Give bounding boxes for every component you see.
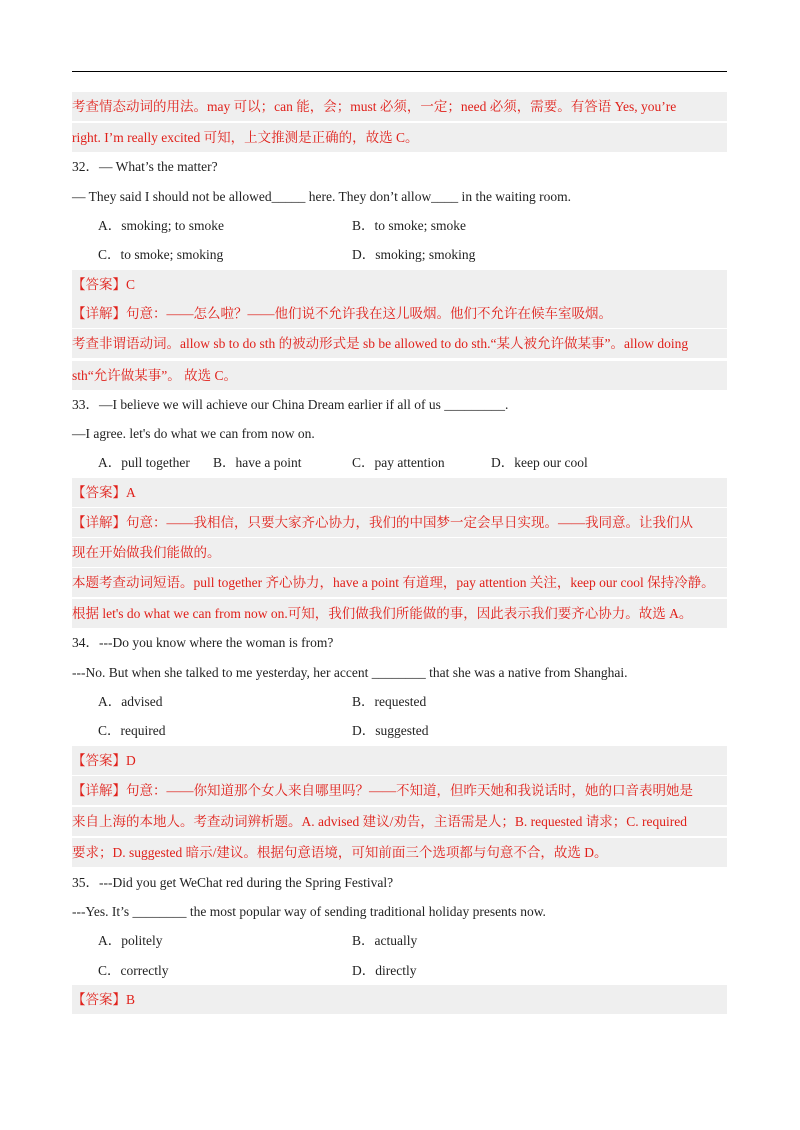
q34-option-a: A．advised — [98, 694, 163, 709]
q35-option-c: C．correctly — [98, 963, 169, 978]
q35-option-b: B．actually — [352, 933, 418, 948]
q32-option-b: B．to smoke; smoke — [352, 218, 466, 233]
q34-option-d: D．suggested — [352, 723, 429, 738]
q34-stem-2: ---No. But when she talked to me yesterday, her accent ________ that she was a native from Shanghai. — [72, 665, 628, 680]
q34-option-b: B．requested — [352, 694, 427, 709]
prev-detail-line-1: 考查情态动词的用法。may 可以；can 能，会；must 必须，一定；need 必须，需要。有答语 Yes, you’re — [72, 92, 727, 121]
q32-stem-2: — They said I should not be allowed_____ here. They don’t allow____ in the waiting room. — [72, 189, 572, 204]
q33-detail-4: 根据 let's do what we can from now on.可知，我们做我们所能做的事，因此表示我们要齐心协力。故选 A。 — [72, 599, 727, 628]
q33-option-c: C．pay attention — [352, 455, 445, 470]
q35-stem-2: ---Yes. It’s ________ the most popular way of sending traditional holiday presents now. — [72, 904, 546, 919]
q32-stem: 32．— What’s the matter? — [72, 159, 218, 174]
q35-option-a: A．politely — [98, 933, 163, 948]
q33-detail-2: 现在开始做我们能做的。 — [72, 538, 727, 567]
q33-option-d: D．keep our cool — [491, 455, 588, 470]
q33-detail-3: 本题考查动词短语。pull together 齐心协力，have a point 有道理，pay attention 关注，keep our cool 保持冷静。 — [72, 568, 727, 597]
header-rule — [72, 71, 727, 72]
q34-option-c: C．required — [98, 723, 166, 738]
q32-detail-3: sth“允许做某事”。 故选 C。 — [72, 361, 727, 390]
q35-option-d: D．directly — [352, 963, 417, 978]
prev-detail-line-2: right. I’m really excited 可知，上文推测是正确的，故选 C。 — [72, 123, 727, 152]
q32-answer: 【答案】C — [72, 270, 727, 299]
q33-stem: 33．—I believe we will achieve our China Dream earlier if all of us _________. — [72, 397, 509, 412]
q33-option-b: B．have a point — [213, 455, 302, 470]
q33-stem-2: —I agree. let's do what we can from now on. — [72, 426, 315, 441]
q32-option-d: D．smoking; smoking — [352, 247, 476, 262]
q34-answer: 【答案】D — [72, 746, 727, 775]
q32-option-a: A．smoking; to smoke — [98, 218, 225, 233]
q33-answer: 【答案】A — [72, 478, 727, 507]
q32-detail-1: 【详解】句意：——怎么啦？——他们说不允许我在这儿吸烟。他们不允许在候车室吸烟。 — [72, 299, 727, 328]
q33-option-a: A．pull together — [98, 455, 190, 470]
q34-stem: 34．---Do you know where the woman is from? — [72, 635, 334, 650]
q34-detail-1: 【详解】句意：——你知道那个女人来自哪里吗？——不知道，但昨天她和我说话时，她的口音表明她是 — [72, 776, 727, 805]
q35-answer: 【答案】B — [72, 985, 727, 1014]
q32-detail-2: 考查非谓语动词。allow sb to do sth 的被动形式是 sb be allowed to do sth.“某人被允许做某事”。allow doing — [72, 329, 727, 358]
q34-detail-3: 要求；D. suggested 暗示/建议。根据句意语境，可知前面三个选项都与句意不合，故选 D。 — [72, 838, 727, 867]
q33-detail-1: 【详解】句意：——我相信，只要大家齐心协力，我们的中国梦一定会早日实现。——我同意。让我们从 — [72, 508, 727, 537]
q32-option-c: C．to smoke; smoking — [98, 247, 224, 262]
q34-detail-2: 来自上海的本地人。考查动词辨析题。A. advised 建议/劝告，主语需是人；B. requested 请求；C. required — [72, 807, 727, 836]
q35-stem: 35．---Did you get WeChat red during the Spring Festival? — [72, 875, 394, 890]
